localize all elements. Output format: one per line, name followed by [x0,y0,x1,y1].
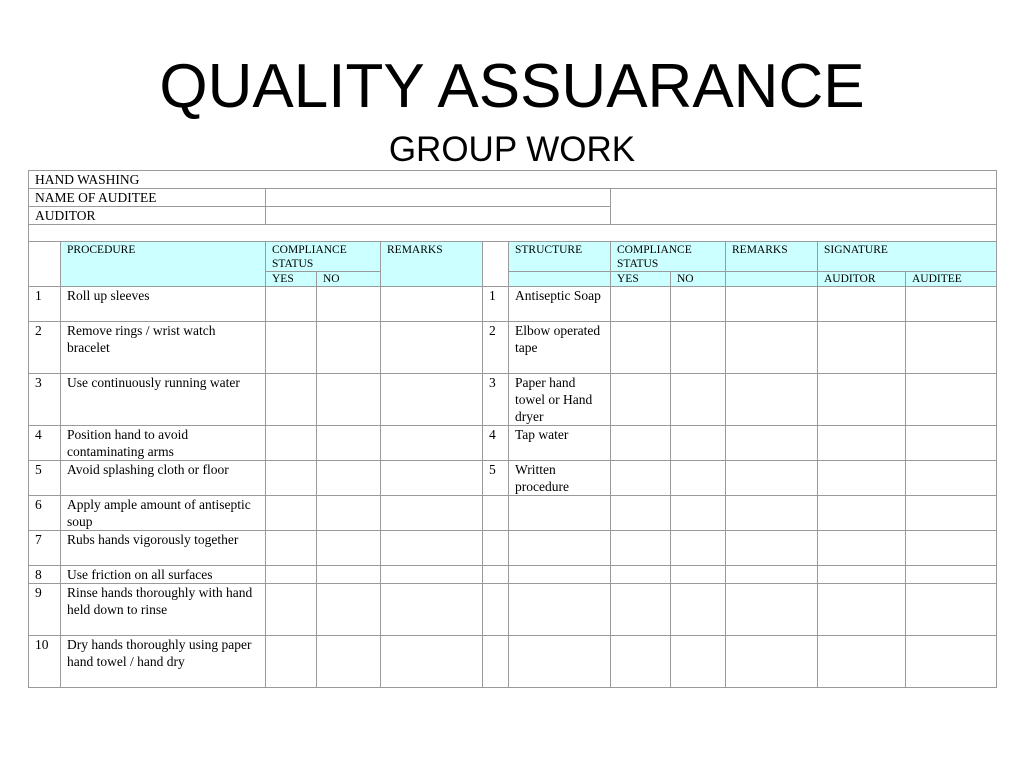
no-cell[interactable] [317,287,381,322]
procedure-text: Avoid splashing cloth or floor [61,461,266,496]
audit-table [28,170,997,688]
structure-yes-cell[interactable] [611,496,671,531]
auditee-signature-cell[interactable] [906,566,997,584]
remarks-cell[interactable] [381,287,483,322]
structure-text [509,584,611,636]
structure-text: Paper hand towel or Hand dryer [509,374,611,426]
header-no-blank [29,242,61,287]
no-cell[interactable] [317,566,381,584]
structure-text [509,531,611,566]
no-cell[interactable] [317,374,381,426]
yes-cell[interactable] [266,374,317,426]
structure-remarks-cell[interactable] [726,566,818,584]
auditor-signature-cell[interactable] [818,461,906,496]
row-number: 6 [29,496,61,531]
structure-number: 5 [483,461,509,496]
structure-text: Tap water [509,426,611,461]
page-subtitle: GROUP WORK [388,130,636,169]
remarks-cell[interactable] [381,496,483,531]
structure-yes-cell[interactable] [611,584,671,636]
no-cell[interactable] [317,636,381,688]
structure-yes-cell[interactable] [611,322,671,374]
row-number: 3 [29,374,61,426]
table-row [29,426,997,461]
remarks-cell[interactable] [381,322,483,374]
row-number: 2 [29,322,61,374]
yes-cell[interactable] [266,287,317,322]
auditor-signature-cell[interactable] [818,287,906,322]
structure-no-cell[interactable] [671,496,726,531]
page-title: QUALITY ASSUARANCE [159,52,865,121]
structure-no-cell[interactable] [671,636,726,688]
no-cell[interactable] [317,584,381,636]
row-number: 10 [29,636,61,688]
remarks-cell[interactable] [381,426,483,461]
row-number: 9 [29,584,61,636]
auditor-signature-cell[interactable] [818,566,906,584]
remarks-cell[interactable] [381,584,483,636]
remarks-cell[interactable] [381,566,483,584]
yes-cell[interactable] [266,566,317,584]
yes-cell[interactable] [266,322,317,374]
structure-remarks-cell[interactable] [726,636,818,688]
yes-cell[interactable] [266,636,317,688]
structure-number [483,566,509,584]
yes-cell[interactable] [266,461,317,496]
header-sig-auditor: AUDITOR [818,272,906,287]
structure-no-cell[interactable] [671,461,726,496]
auditor-signature-cell[interactable] [818,322,906,374]
row-number: 7 [29,531,61,566]
procedure-text: Apply ample amount of antiseptic soup [61,496,266,531]
remarks-cell[interactable] [381,636,483,688]
yes-cell[interactable] [266,496,317,531]
table-row [29,374,997,426]
auditor-signature-cell[interactable] [818,531,906,566]
structure-remarks-cell[interactable] [726,584,818,636]
procedure-text: Remove rings / wrist watch bracelet [61,322,266,374]
structure-number: 2 [483,322,509,374]
procedure-text: Dry hands thoroughly using paper hand towel / hand dry [61,636,266,688]
structure-remarks-cell[interactable] [726,287,818,322]
row-number: 1 [29,287,61,322]
table-row [29,636,997,688]
structure-remarks-cell[interactable] [726,461,818,496]
header-structure-sub [509,272,611,287]
header-remarks-2: REMARKS [726,242,818,272]
structure-remarks-cell[interactable] [726,496,818,531]
structure-text: Antiseptic Soap [509,287,611,322]
structure-yes-cell[interactable] [611,374,671,426]
header-row [29,242,997,272]
header-procedure: PROCEDURE [61,242,266,287]
auditee-signature-cell[interactable] [906,496,997,531]
procedure-text: Use friction on all surfaces [61,566,266,584]
auditee-signature-cell[interactable] [906,322,997,374]
structure-no-cell[interactable] [671,531,726,566]
header-yes: YES [266,272,317,287]
header-sig-auditee: AUDITEE [906,272,997,287]
structure-number [483,636,509,688]
procedure-text: Position hand to avoid contaminating arms [61,426,266,461]
structure-number: 4 [483,426,509,461]
row-number: 8 [29,566,61,584]
auditee-signature-cell[interactable] [906,461,997,496]
spacer-row [29,225,997,242]
structure-no-cell[interactable] [671,426,726,461]
structure-text: Written procedure [509,461,611,496]
structure-yes-cell[interactable] [611,531,671,566]
form-label-hand-washing: HAND WASHING [29,171,997,189]
auditor-name-field[interactable] [266,207,611,225]
remarks-cell[interactable] [381,461,483,496]
auditee-signature-cell[interactable] [906,287,997,322]
table-row [29,322,997,374]
remarks-cell[interactable] [381,531,483,566]
yes-cell[interactable] [266,584,317,636]
header-remarks-2-sub [726,272,818,287]
row-number: 5 [29,461,61,496]
form-label-auditee: NAME OF AUDITEE [29,189,266,207]
remarks-cell[interactable] [381,374,483,426]
auditor-signature-cell[interactable] [818,636,906,688]
no-cell[interactable] [317,426,381,461]
procedure-text: Rinse hands thoroughly with hand held down to rinse [61,584,266,636]
header-structure-no-blank [483,242,509,287]
no-cell[interactable] [317,531,381,566]
header-remarks: REMARKS [381,242,483,287]
structure-remarks-cell[interactable] [726,426,818,461]
auditor-signature-cell[interactable] [818,496,906,531]
header-yes-2: YES [611,272,671,287]
row-number: 4 [29,426,61,461]
procedure-text: Use continuously running water [61,374,266,426]
form-label-auditor: AUDITOR [29,207,266,225]
no-cell[interactable] [317,322,381,374]
header-no: NO [317,272,381,287]
structure-text [509,636,611,688]
no-cell[interactable] [317,461,381,496]
table-row [29,531,997,566]
header-structure: STRUCTURE [509,242,611,272]
structure-number [483,531,509,566]
auditee-signature-cell[interactable] [906,374,997,426]
structure-yes-cell[interactable] [611,426,671,461]
auditor-signature-cell[interactable] [818,584,906,636]
table-row [29,584,997,636]
structure-text [509,496,611,531]
structure-no-cell[interactable] [671,374,726,426]
form-blank-area [611,189,997,225]
structure-text [509,566,611,584]
auditor-signature-cell[interactable] [818,374,906,426]
auditee-signature-cell[interactable] [906,584,997,636]
header-no-2: NO [671,272,726,287]
yes-cell[interactable] [266,426,317,461]
structure-remarks-cell[interactable] [726,322,818,374]
structure-yes-cell[interactable] [611,287,671,322]
yes-cell[interactable] [266,531,317,566]
table-row [29,461,997,496]
structure-number [483,496,509,531]
form-row-hand-washing [29,171,997,189]
structure-number: 3 [483,374,509,426]
auditor-signature-cell[interactable] [818,426,906,461]
structure-no-cell[interactable] [671,322,726,374]
structure-number [483,584,509,636]
structure-remarks-cell[interactable] [726,374,818,426]
structure-no-cell[interactable] [671,566,726,584]
procedure-text: Roll up sleeves [61,287,266,322]
header-compliance-status: COMPLIANCE STATUS [266,242,381,272]
structure-number: 1 [483,287,509,322]
structure-remarks-cell[interactable] [726,531,818,566]
auditee-signature-cell[interactable] [906,636,997,688]
table-row [29,496,997,531]
header-signature: SIGNATURE [818,242,997,272]
structure-yes-cell[interactable] [611,461,671,496]
structure-yes-cell[interactable] [611,636,671,688]
auditee-signature-cell[interactable] [906,426,997,461]
table-row [29,287,997,322]
structure-no-cell[interactable] [671,287,726,322]
no-cell[interactable] [317,496,381,531]
form-row-auditee [29,189,997,207]
structure-yes-cell[interactable] [611,566,671,584]
auditee-signature-cell[interactable] [906,531,997,566]
procedure-text: Rubs hands vigorously together [61,531,266,566]
auditee-name-field[interactable] [266,189,611,207]
table-row [29,566,997,584]
header-compliance-status-2: COMPLIANCE STATUS [611,242,726,272]
structure-text: Elbow operated tape [509,322,611,374]
structure-no-cell[interactable] [671,584,726,636]
